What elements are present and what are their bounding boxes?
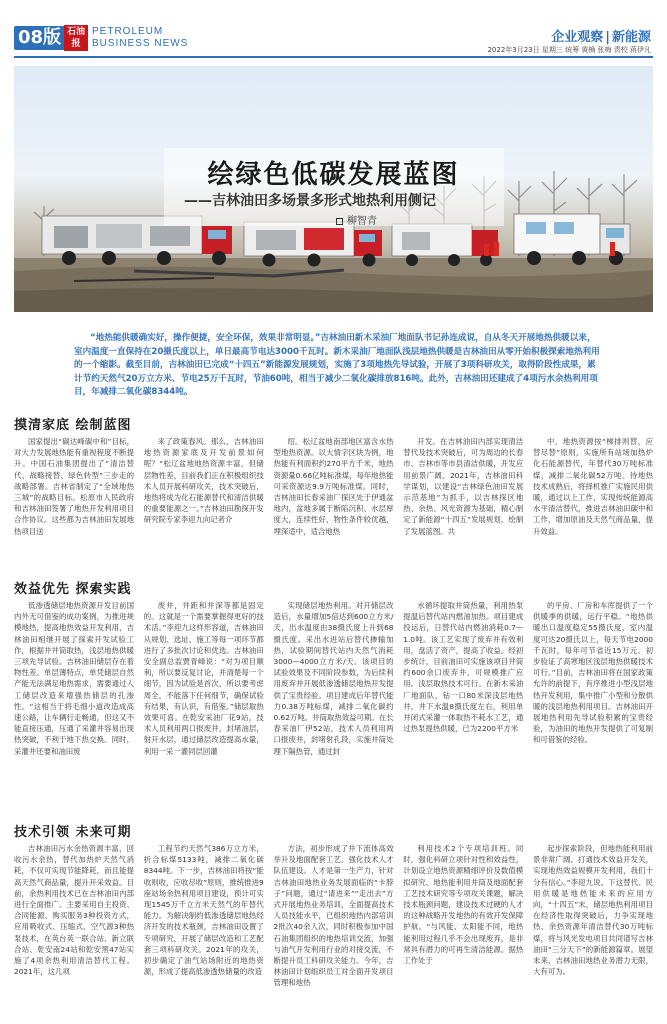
masthead: [0, 0, 667, 58]
section-name-left: 企业观察: [551, 30, 604, 45]
section-1-column-5: [533, 436, 653, 568]
article-byline: [336, 212, 377, 227]
section-2-column-4: [403, 600, 523, 816]
section-2-column-2: [144, 600, 264, 816]
newspaper-logo-english: [92, 26, 188, 50]
section-heading-1: 摸清家底 绘制蓝图: [14, 418, 132, 433]
article-headline: 绘绿色低碳发展蓝图: [207, 160, 460, 190]
page-number-badge: 08版: [14, 26, 65, 50]
paragraph: 工程节约天然气386万立方米，折合标煤5133吨，减排二氧化碳8344吨。下一步，吉林油田将按“能收则收，应收尽收”原则，推统推进9座站场余热利用项目建设，预计可实现1545万千立方米天然气的年替代能力。为解决制约低渗透储层地热经济开发的技术瓶颈，吉林油田设置了专项研究，开展了储层改造和工艺配套三项科研攻关。2021年的攻关，初步确定了油气站场附近的地热资源，形成了提高低渗透热储量的改造: [143, 844, 264, 977]
logo-english-line1: PETROLEUM: [92, 26, 164, 37]
section-1-columns: [14, 436, 653, 568]
section-1-column-4: [403, 436, 523, 568]
logo-english-line2: BUSINESS NEWS: [92, 38, 189, 49]
hero-photo: [14, 66, 653, 312]
dateline: 2022年3月23日 星期三 统筹 黄桷 张梅 责校 蒋伊凡: [487, 46, 651, 54]
byline-box-icon: [336, 218, 343, 225]
section-3-column-2: [144, 843, 264, 1021]
section-heading-2: 效益优先 探索实践: [14, 582, 132, 597]
article-lead: “地热能供暖确实好，操作便捷，安全环保，效果非常明显。”吉林油田新木采油厂地面队书记孙连成说，自从冬天开展地热供暖以来，室内温度一直保持在20摄氏度以上，单日最高节电达3000千瓦时。新木采油厂地面队浅层地热供暖是吉林油田从零开始积极探索地热利用的一个缩影。截至目前，吉林油田已完成“十四五”新能源发展规划，实施了3项地热先导试验，开展了3项科研攻关，取得阶段性成果，累计节约天然气20万立方米、节电25万千瓦时，节油60吨，相当于减少二氧化碳排放816吨。此外，吉林油田还建成了4项污水余热利用项目，年减排二氧化碳8344吨。: [74, 333, 600, 397]
section-name: [551, 26, 651, 45]
truck-4: [514, 214, 630, 265]
section-2-column-3: [274, 600, 394, 816]
section-3-column-4: [403, 843, 523, 1021]
paragraph: 的平房、厂房和车库提供了一个供暖季的供暖，运行平稳。“地热供暖出口温度稳定55摄氏度，室内温度可达20摄氏以上，每天节电2000千瓦时，每年可节省近15万元，初步验证了高寒地区浅层地热供暖技术可行。”目前，吉林油田将在国家政策允许的前提下，有序推进小型浅层地热开发利用，集中推广小型和分散供暖的浅层地热利用项目。吉林油田开展地热利用先导试验积累的宝贵经验，为油田的地热开发提供了可复制和可借鉴的经验。: [533, 601, 653, 745]
section-1-column-3: [274, 436, 394, 568]
section-3-column-3: [274, 843, 394, 1021]
article-subheadline: ——吉林油田多场景多形式地热利用侧记: [184, 193, 436, 209]
byline-author: 柳智青: [347, 216, 377, 227]
section-3-column-1: [14, 843, 134, 1021]
paragraph: 吉林油田污水余热资源丰富，回收污水余热，替代加热炉天然气消耗，不仅可实现节能降耗，而且能提高天然气商品量，提升开采效益。目前，余热利用技术已在吉林油田内部进行全面推广。主要采用自主投资、合同能源、购买服务3种投资方式，应用吸收式、压缩式、空气源3种热泵技术，在英台英一联合站、新立联合站、乾安南24站和乾安黑47站实施了4项余热利用清洁替代工程。2021年，这几项: [14, 844, 134, 977]
paragraph: 来了政策春风。那么，吉林油田地热资源家底及开发前景如何呢？“松辽盆地地热资源丰富，但储层物性差，目前我们正在积极组织技术人员开展科研攻关，技术突破后，地热将成为化石能源替代和清洁供暖的重要能源之一。”吉林油田勘探开发研究院专家李迎九向记者介: [143, 437, 264, 525]
paragraph: 国家提出“碳达峰碳中和”目标，对大力发展地热能有重视程度不断提升。中国石油集团提出了“清洁替代、战略接替、绿色转型”三步走的战略部署。吉林省制定了“全域地热三城”的战略目标。松原市人民政府和吉林油田签署了地热开发利用项目合作协议。这些都为吉林油田发展地热项目送: [14, 437, 134, 536]
section-3-column-5: [533, 843, 653, 1021]
section-divider: |: [605, 30, 610, 45]
paragraph: 方法，初步形成了井下流体高效举升及地面配套工艺。强化技术人才队伍建设。人才是第一生产力，针对吉林油田地热业务发展面临的“卡脖子”问题，通过“请进来”“走出去”方式开展地热业务培训，全面提高技术人员技能水平，已组织地热内部培训2批次40余人次，同时积极参加中国石油集团组织的地热培训交流，加强与油气开发利用行业的对接交流，不断提升员工科研攻关能力。今年，吉林油田计划组织员工对全面开发项目管理和地热: [273, 844, 394, 988]
section-1-column-2: [144, 436, 264, 568]
newspaper-logo-mark: 石油报: [64, 25, 88, 51]
paragraph: 起步探索阶段，但地热能利用前景非常广阔。打通技术效益开发关，实现地热效益规模开发利用，我们十分有信心。”李迎九说。下这替代、民用供暖是地热能未来的应用方向，“十四五”末，储层地热利用项目在经济性取得突破后，力争实现地热、余热资源年清洁替代30万吨标煤，将与风光发电项目共同谱写吉林油田“三分天下”的新能源篇章。展望未来，吉林油田地热业务潜力无限，大有可为。: [533, 844, 653, 977]
paragraph: 实现储层地热利用。对开储层改造后，水量增加5倍达到600立方米/天，出水温度由38摄氏度上升到68摄氏度。采出水进站后替代掺输加热，试验期间替代站内天然气消耗3000—4000立方米/天。该项目的试验效果及不同阶段参数，为后续利用废弃井开展低渗透储层地热开发提供了宝贵经验。项目建成后年替代能力0.38万吨标煤，减排二氧化碳约0.62万吨。井筒取热效益可期。在长春采油厂伊52站，技术人员利用两口报废井，封堵射孔段，实施井筒处理下隔热管，通过封: [273, 601, 394, 756]
section-1-column-1: [14, 436, 134, 568]
header-rule: [14, 56, 653, 58]
paragraph: 水循环提取井筒热量，利用热泵提温后替代站内燃油加热。项目建成投运后，日替代站内燃油消耗0.7—1.0吨。该工艺实现了废弃井有效利用，盘活了资产，提高了收益。经初步统计，目前油田可实施该项目井筒约600余口废弃井，可规模推广应用。浅层取热技术可行。在新木采油厂地面队，钻一口80米深浅层地热井，井下水温8摄氏度左右，利用单井闭式采灌一体取热不耗水工艺，通过热泵提热供暖，已为2200平方米: [403, 601, 524, 734]
paragraph: 废井，井距和井深等都是固定的。这就是一个需要掌握得更好的技术活。”李迎九这样形容道，吉林油田从规划、选址、施工等每一项环节都进行了多批次讨论和优选。吉林油田安全副总监贾青峰说：“对为项目顺利，所以要反复讨论，并清楚每一个细节，因为试验是首次，所以要考虑周全，不能落下任何细节，确保试验有结果，有认识，有借鉴。”储层取热效果可喜。在乾安采油厂花9站，技术人员利用两口报废井，封堵油层，射开水层，通过储层改造提高水量，利用一采一灌同层回灌: [143, 601, 264, 756]
paragraph: 低渗透储层地热资源开发目前国内外无可借鉴的成功案例，为推进规模地热，提高地热效益开发利用，吉林油田相继开展了探索开发试验工作，根据井井筒取热，浅层地热供暖三项先导试验。吉林油田储层存在着物性差、单层薄特点，单凭储层自然产能无法满足地热需求，需要通过人工储层改造来增强热储层的孔渗性。“这相当于将毛细小道改造成高速公路，让车辆行走畅通，但这又不能直接压通，压通了采灌井容易出现热突破，不利于地下热交换。同时，采灌井还要和油田废: [14, 601, 134, 756]
paragraph: 绍。松辽盆地南部地区富含水热型地热资源。以大情字区块为例，地热能有利面积约270平方千米，地热资源量0.66亿吨标准煤，每年地热能可采资源达9.9万吨标准煤。同时，吉林油田长春采油厂探区处于伊通盆地内，盆地多属于断陷沉积、水层厚度大，连续性好，物性条件较优越，埋深适中，适合地热: [273, 437, 394, 536]
paragraph: 利用技术2个专项培训班。同时，强化科研立项针对性和效益性，计划设立地热资源精细评价及数值模拟研究、地热能利用井筒及地面配套工艺技术研究等专项攻关课题，解决技术瓶颈问题，建设技术过硬的人才的这种战略开发地热的有效开发保障护航。“与风能、太阳能不同，地热能利用过程几乎不会出现废弃，是非常具有潜力的可再生清洁能源。据热工作处于: [403, 844, 524, 966]
paragraph: 开发。在吉林油田内部实现清洁替代及技术突破后，可为周边的长春市、吉林市等市县清洁供暖，开发应用前景广阔。2021年，吉林油田科学谋划，以建设“吉林绿色油田发展示范基地”为抓手，以吉林探区地热、余热、风光资源为基础，精心制定了新能源“十四五”发展规划，绘制了发展蓝图。共: [403, 437, 524, 536]
section-heading-3: 技术引领 未来可期: [14, 825, 132, 840]
section-2-column-5: [533, 600, 653, 816]
section-name-right: 新能源: [611, 30, 651, 45]
section-2-column-1: [14, 600, 134, 816]
section-2-columns: [14, 600, 653, 816]
section-3-columns: [14, 843, 653, 1021]
paragraph: 中，地热资源按“梯排则替，应替尽替”原则，实施所有站场加热炉化石能源替代，年替代30万吨标准煤，减排二氧化碳52万吨。待地热技术成熟后，将择机推广实施民用供暖，通过以上工作，实现传统能源高水平清洁替代，推进吉林油田碳中和工作，增加原油及天然气商品量，提升效益。: [533, 437, 653, 536]
